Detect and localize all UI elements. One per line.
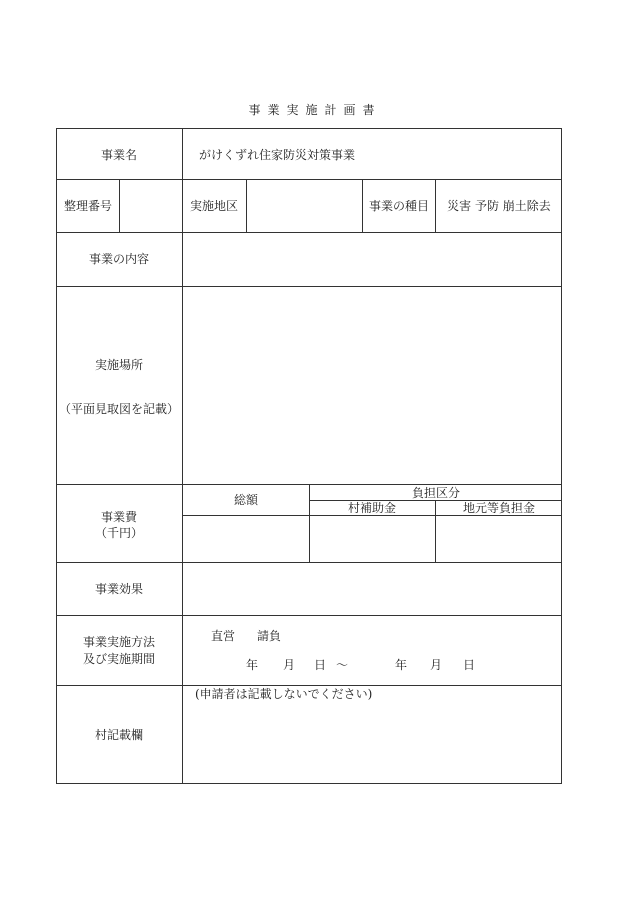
- row-divider: [56, 286, 562, 287]
- start-year-label: 年: [246, 658, 259, 672]
- column-divider: [435, 179, 436, 232]
- location-sketch-area[interactable]: [184, 288, 560, 482]
- share-header: 負担区分: [411, 486, 461, 500]
- direct-option[interactable]: 直営: [211, 629, 236, 643]
- row-divider: [56, 615, 562, 616]
- village-subsidy-field[interactable]: [311, 517, 434, 561]
- project-name-value[interactable]: がけくずれ住家防災対策事業: [199, 148, 356, 162]
- method-label-line1: 事業実施方法: [82, 635, 156, 649]
- location-label: 実施場所: [94, 358, 144, 372]
- seiri-number-label: 整理番号: [63, 199, 113, 213]
- row-divider: [56, 179, 562, 180]
- cost-unit: （千円）: [94, 526, 144, 540]
- content-label: 事業の内容: [88, 252, 150, 266]
- end-month-label: 月: [430, 658, 443, 672]
- project-type-value[interactable]: 災害 予防 崩土除去: [447, 199, 551, 213]
- row-divider: [56, 685, 562, 686]
- contract-option[interactable]: 請負: [257, 629, 282, 643]
- local-share-header: 地元等負担金: [462, 501, 536, 515]
- village-note-label: 村記載欄: [94, 728, 144, 742]
- chiku-field[interactable]: [248, 181, 361, 231]
- period-tilde: ～: [336, 658, 349, 672]
- total-cost-field[interactable]: [184, 517, 308, 561]
- end-day-label: 日: [463, 658, 476, 672]
- total-header: 総額: [233, 493, 259, 507]
- column-divider: [309, 484, 310, 562]
- column-divider: [435, 500, 436, 562]
- end-year-label: 年: [395, 658, 408, 672]
- effect-field[interactable]: [184, 564, 560, 614]
- start-month-label: 月: [283, 658, 296, 672]
- local-share-field[interactable]: [437, 517, 560, 561]
- project-name-label: 事業名: [100, 148, 138, 162]
- document-title: 事業実施計画書: [248, 103, 382, 117]
- village-subsidy-header: 村補助金: [347, 501, 397, 515]
- content-field[interactable]: [184, 234, 560, 284]
- start-day-label: 日: [314, 658, 327, 672]
- column-divider: [182, 128, 183, 784]
- column-divider: [362, 179, 363, 232]
- project-type-label: 事業の種目: [368, 199, 430, 213]
- method-label-line2: 及び実施期間: [82, 652, 156, 666]
- row-divider: [56, 232, 562, 233]
- cost-label: 事業費: [100, 510, 138, 524]
- location-sublabel: （平面見取図を記載）: [58, 402, 180, 416]
- village-note-instruction: (申請者は記載しないでください): [195, 687, 373, 701]
- column-divider: [246, 179, 247, 232]
- chiku-label: 実施地区: [189, 199, 239, 213]
- effect-label: 事業効果: [94, 582, 144, 596]
- village-note-field[interactable]: [184, 703, 560, 782]
- row-divider: [56, 562, 562, 563]
- column-divider: [119, 179, 120, 232]
- seiri-number-field[interactable]: [121, 181, 181, 231]
- row-divider: [182, 515, 562, 516]
